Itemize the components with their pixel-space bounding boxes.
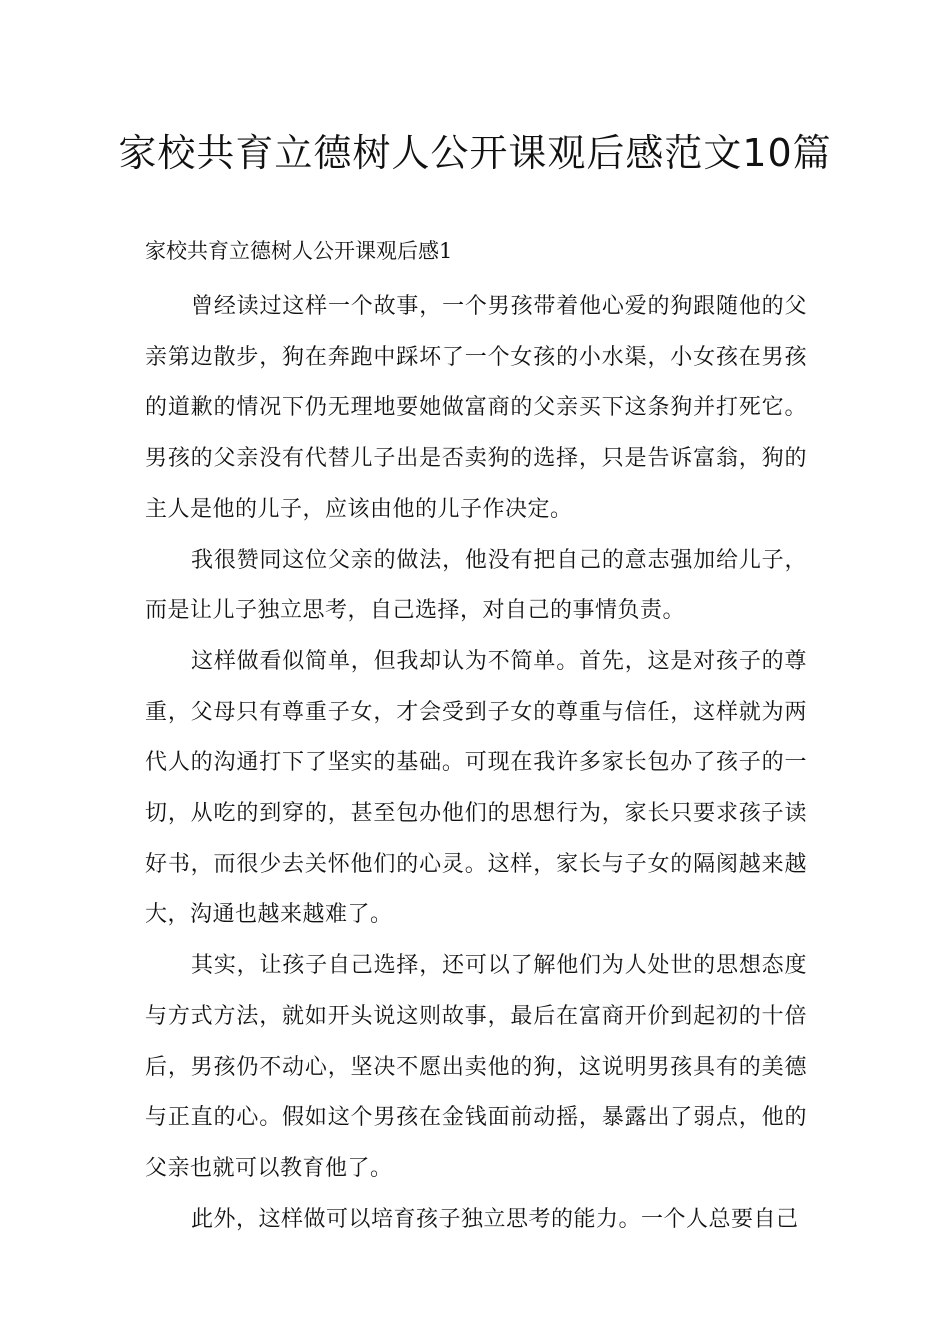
paragraph: 其实，让孩子自己选择，还可以了解他们为人处世的思想态度与方式方法，就如开头说这则故事，最后在富商开价到起初的十倍后，男孩仍不动心，坚决不愿出卖他的狗，这说明男孩具有的美德与正直的心。假如这个男孩在金钱面前动摇，暴露出了弱点，他的父亲也就可以教育他了。 (145, 953, 807, 1181)
document-body (145, 282, 807, 1245)
paragraph: 这样做看似简单，但我却认为不简单。首先，这是对孩子的尊重，父母只有尊重子女，才会受到子女的尊重与信任，这样就为两代人的沟通打下了坚实的基础。可现在我许多家长包办了孩子的一切，从吃的到穿的，甚至包办他们的思想行为，家长只要求孩子读好书，而很少去关怀他们的心灵。这样，家长与子女的隔阂越来越大，沟通也越来越难了。 (145, 648, 807, 928)
paragraph: 我很赞同这位父亲的做法，他没有把自己的意志强加给儿子，而是让儿子独立思考，自己选择，对自己的事情负责。 (145, 547, 807, 624)
document-title: 家校共育立德树人公开课观后感范文10篇 (118, 131, 832, 175)
paragraph: 此外，这样做可以培育孩子独立思考的能力。一个人总要自己 (191, 1206, 799, 1232)
section-heading: 家校共育立德树人公开课观后感1 (145, 239, 453, 263)
paragraph: 曾经读过这样一个故事，一个男孩带着他心爱的狗跟随他的父亲第边散步，狗在奔跑中踩坏了一个女孩的小水渠，小女孩在男孩的道歉的情况下仍无理地要她做富商的父亲买下这条狗并打死它。男孩的父亲没有代替儿子出是否卖狗的选择，只是告诉富翁，狗的主人是他的儿子，应该由他的儿子作决定。 (145, 294, 807, 522)
